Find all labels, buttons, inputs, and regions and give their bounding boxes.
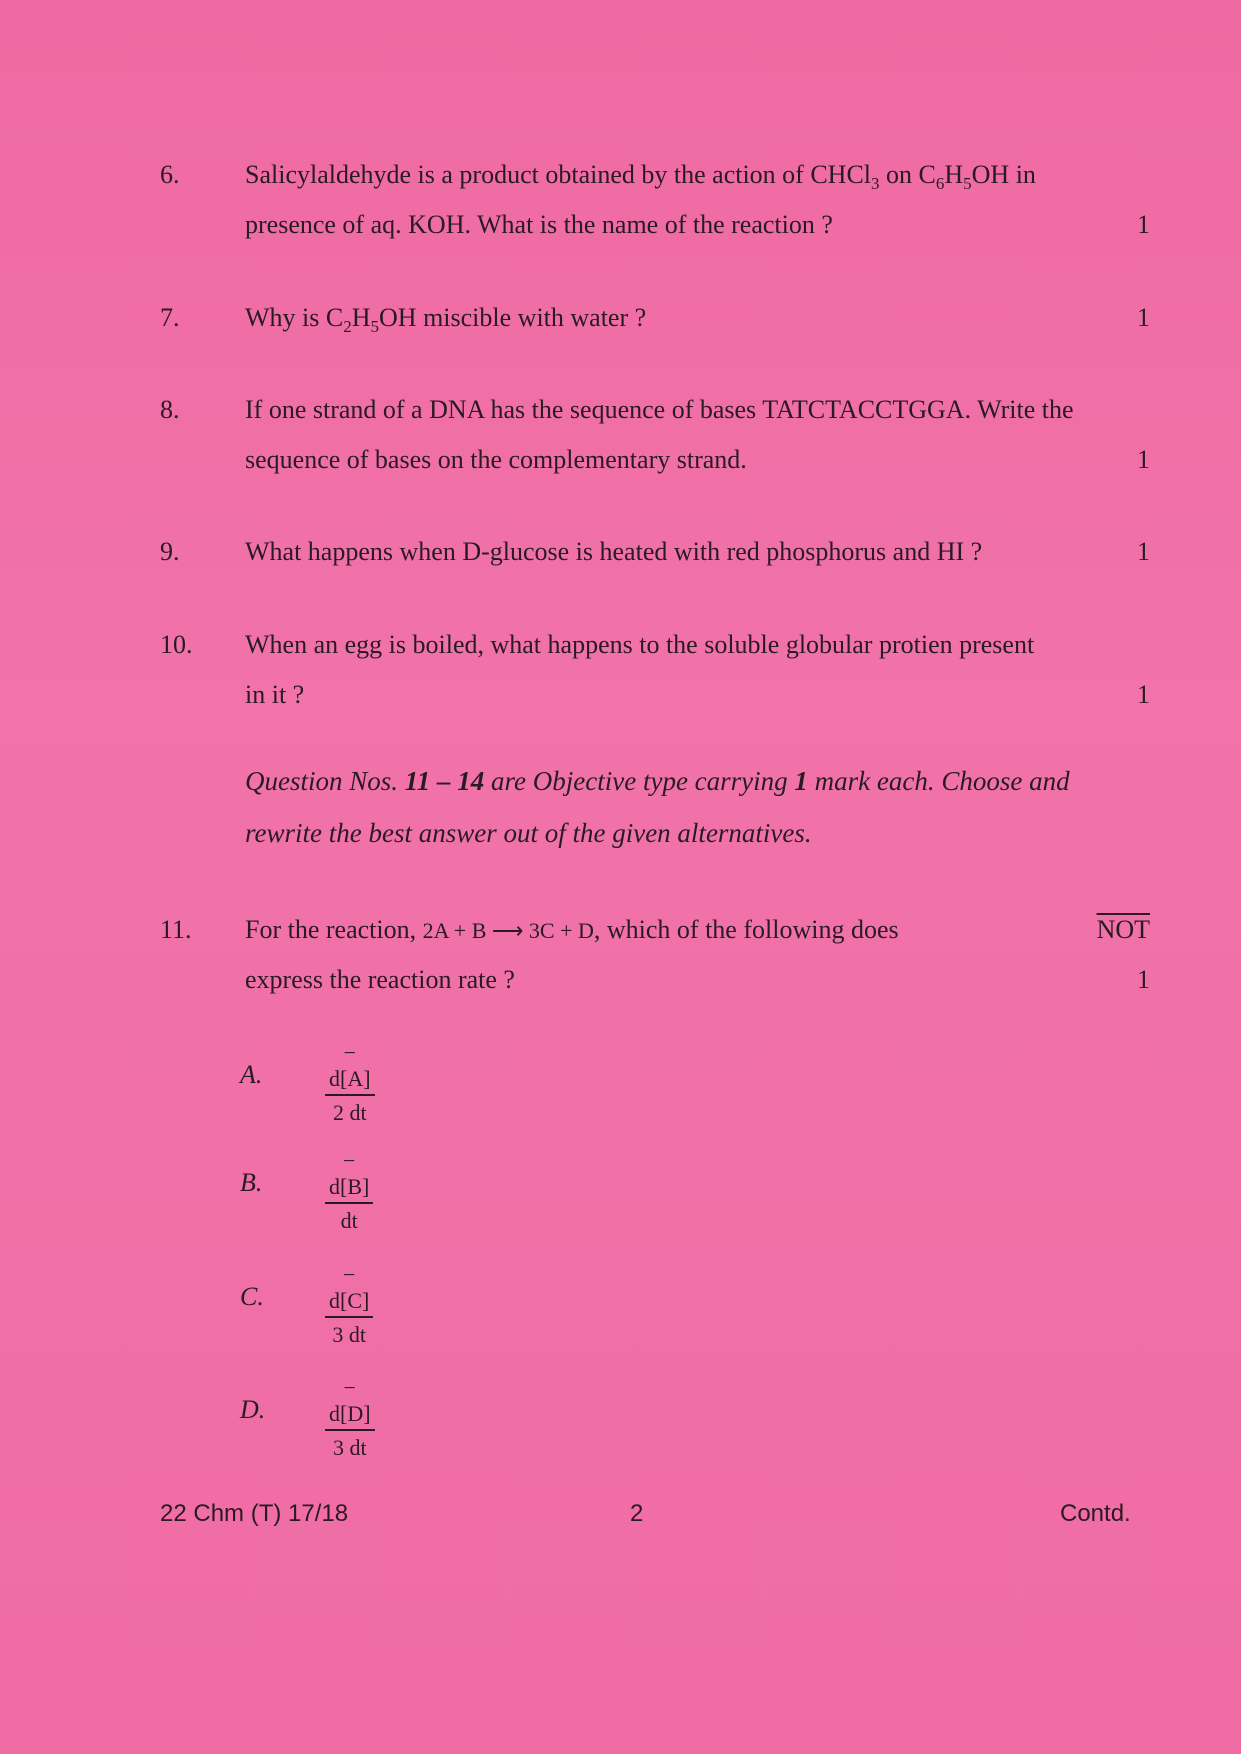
- mark-value: 1: [1137, 965, 1150, 994]
- page-number: 2: [630, 1500, 644, 1527]
- paper-code: 22 Chm (T) 17/18: [160, 1500, 349, 1527]
- mark-value: 1: [1137, 210, 1150, 239]
- option-letter: C.: [240, 1282, 264, 1311]
- question-10: [160, 620, 1150, 720]
- not-emphasis: $\overline{NOT}$: [1096, 915, 1150, 944]
- question-text: Salicylaldehyde is a product obtained by the action of CHCl: [245, 160, 872, 189]
- question-text-line2: presence of aq. KOH. What is the name of the reaction ?: [245, 210, 833, 239]
- question-8: [160, 385, 1150, 485]
- option-letter: D.: [240, 1395, 266, 1424]
- option-fraction: $\frac{- d[D]}{3 dt}$: [325, 1375, 375, 1461]
- option-letter: A.: [240, 1060, 263, 1089]
- question-text-line2: express the reaction rate ?: [245, 965, 515, 994]
- continued-label: Contd.: [1060, 1500, 1131, 1527]
- mark-value: 1: [1137, 680, 1150, 709]
- question-number: 11.: [160, 915, 192, 944]
- option-letter: B.: [240, 1168, 263, 1197]
- mark-value: 1: [1137, 303, 1150, 332]
- question-text: If one strand of a DNA has the sequence of bases TATCTACCTGGA. Write the: [245, 395, 1074, 424]
- option-fraction: $\frac{- d[B]}{dt}$: [325, 1148, 373, 1234]
- question-7: [160, 293, 1150, 343]
- question-number: 9.: [160, 537, 180, 566]
- section-instruction: Question Nos. 11 – 14 are Objective type carrying 1 mark each. Choose and rewrite the best answer out of the given alternatives.: [245, 766, 1070, 848]
- option-fraction: $\frac{- d[C]}{3 dt}$: [325, 1262, 373, 1348]
- mark-value: 1: [1137, 537, 1150, 566]
- question-text: What happens when D-glucose is heated with red phosphorus and HI ?: [245, 537, 983, 566]
- question-9: [160, 527, 1150, 577]
- option-fraction: $\frac{- d[A]}{2 dt}$: [325, 1040, 375, 1126]
- question-text: When an egg is boiled, what happens to the soluble globular protien present: [245, 630, 1035, 659]
- question-number: 8.: [160, 395, 180, 424]
- question-text-line2: in it ?: [245, 680, 305, 709]
- question-6: 6. Salicylaldehyde is a product obtained by the action of CHCl$_3$ on $C_6H_5OH$ in presence of aq. KOH. What is the name of the reaction ? 1: [160, 150, 1150, 250]
- question-text-line2: sequence of bases on the complementary strand.: [245, 445, 747, 474]
- mark-value: 1: [1137, 445, 1150, 474]
- question-11: [160, 905, 1150, 1005]
- question-number: 6.: [160, 160, 180, 189]
- question-text: For the reaction, 2A + B ⟶ 3C + D, which of the following does $\overline{NOT}$: [245, 905, 1150, 956]
- reaction-equation: 2A + B ⟶ 3C + D: [422, 918, 594, 943]
- question-number: 7.: [160, 303, 180, 332]
- question-text: Why is $C_2H_5OH$ miscible with water ?: [245, 303, 647, 336]
- question-number: 10.: [160, 630, 193, 659]
